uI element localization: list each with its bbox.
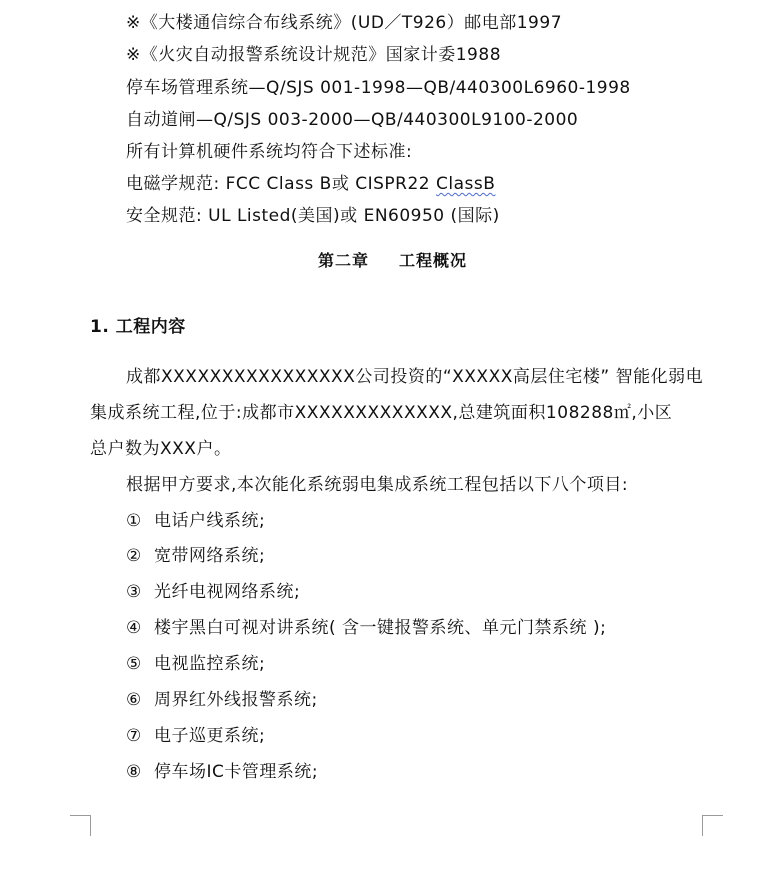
list-number: ⑥ [126,690,142,710]
list-item [126,761,318,783]
chapter-heading [318,250,467,272]
list-item-text: 楼宇黑白可视对讲系统( 含一键报警系统、单元门禁系统 ); [154,618,607,638]
standard-line-4: 自动道闸—Q/SJS 003-2000—QB/440300L9100-2000 [126,110,579,130]
list-item-text: 宽带网络系统; [154,546,266,566]
list-item [126,725,265,747]
list-item [126,545,265,567]
list-item [126,581,300,603]
page-corner-mark-right [702,815,723,836]
list-item [126,510,265,532]
standard-line-3: 停车场管理系统—Q/SJS 001-1998—QB/440300L6960-1998 [126,78,631,98]
list-number: ⑦ [126,726,142,746]
list-item-text: 停车场IC卡管理系统; [154,762,319,782]
standard-line-7: 安全规范: UL Listed(美国)或 EN60950 (国际) [126,206,500,226]
list-item-text: 电子巡更系统; [154,726,266,746]
list-number: ③ [126,582,142,602]
list-item [126,653,265,675]
list-item [126,617,606,639]
standard-line-2: ※《火灾自动报警系统设计规范》国家计委1988 [126,45,502,65]
list-number: ⑧ [126,762,142,782]
list-item-text: 电视监控系统; [154,654,266,674]
paragraph-line-2: 集成系统工程,位于:成都市XXXXXXXXXXXXX,总建筑面积108288㎡,小区 [90,403,673,423]
list-item-text: 周界红外线报警系统; [154,690,318,710]
section-heading: 1. 工程内容 [90,317,186,337]
standard-line-6 [126,173,495,195]
spellcheck-flagged-word: ClassB [436,174,496,194]
list-item-text: 光纤电视网络系统; [154,582,301,602]
chapter-number: 第二章 [318,251,370,270]
paragraph-line-1: 成都XXXXXXXXXXXXXXXX公司投资的“XXXXX高层住宅楼” 智能化弱电 [126,367,704,387]
standard-line-5: 所有计算机硬件系统均符合下述标准: [126,142,413,162]
list-number: ① [126,511,142,531]
list-item-text: 电话户线系统; [154,511,266,531]
paragraph-2: 根据甲方要求,本次能化系统弱电集成系统工程包括以下八个项目: [126,475,629,495]
list-number: ④ [126,618,142,638]
list-number: ⑤ [126,654,142,674]
list-item [126,689,318,711]
standard-line-6-text: 电磁学规范: FCC Class B或 CISPR22 [126,174,437,194]
chapter-title: 工程概况 [399,251,468,270]
page-corner-mark-left [70,815,91,836]
standard-line-1: ※《大楼通信综合布线系统》(UD／T926）邮电部1997 [126,13,563,33]
list-number: ② [126,546,142,566]
paragraph-line-3: 总户数为XXX户。 [90,439,232,459]
